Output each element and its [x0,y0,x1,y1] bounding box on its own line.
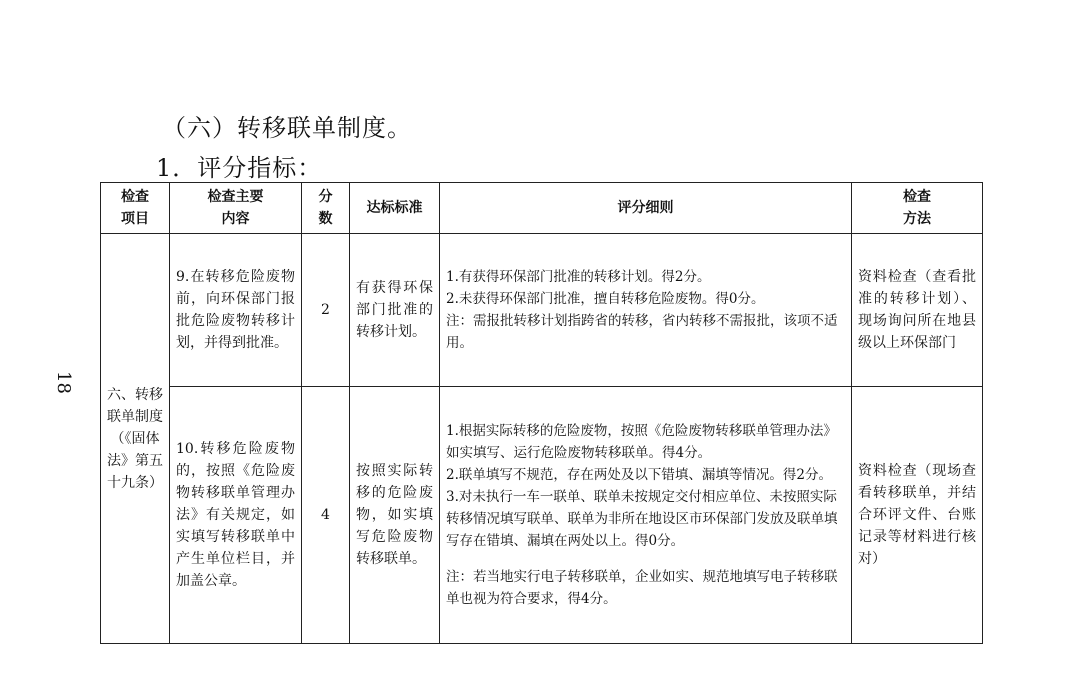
header-content: 检查主要 内容 [170,183,302,234]
rule-line: 3.对未执行一车一联单、联单未按规定交付相应单位、未按照实际转移情况填写联单、联单为非所在地设区市环保部门发放及联单填写存在错填、漏填在两处以上。得0分。 [446,489,838,549]
section-heading: （六）转移联单制度。 [162,114,412,142]
page-number: 18 [52,371,74,394]
rule-line: 1.根据实际转移的危险废物，按照《危险废物转移联单管理办法》如实填写、运行危险废物转移联单。得4分。 [446,423,837,461]
header-item: 检查 项目 [101,183,170,234]
rules-cell [440,234,852,387]
table-row [101,234,983,387]
standard-cell: 按照实际转移的危险废物，如实填写危险废物转移联单。 [350,387,440,644]
content-cell: 10.转移危险废物的，按照《危险废物转移联单管理办法》有关规定，如实填写转移联单中产生单位栏目，并加盖公章。 [170,387,302,644]
check-item-cell: 六、转移联单制度（《固体法》第五十九条） [101,234,170,644]
rules-cell [440,387,852,644]
header-standard: 达标标准 [350,183,440,234]
method-cell: 资料检查（现场查看转移联单，并结合环评文件、台账记录等材料进行核对） [852,387,983,644]
sub-heading: 1．评分指标： [156,154,323,182]
score-cell: 4 [302,387,350,644]
rule-line: 1.有获得环保部门批准的转移计划。得2分。 [446,269,711,285]
method-cell: 资料检查（查看批准的转移计划）、现场询问所在地县级以上环保部门 [852,234,983,387]
standard-cell: 有获得环保部门批准的转移计划。 [350,234,440,387]
header-method: 检查 方法 [852,183,983,234]
rule-line: 2.未获得环保部门批准，擅自转移危险废物。得0分。 [446,291,765,307]
rule-line: 2.联单填写不规范，存在两处及以下错填、漏填等情况。得2分。 [446,467,832,483]
rule-note: 注：需报批转移计划指跨省的转移，省内转移不需报批，该项不适用。 [446,313,838,351]
scoring-table [100,182,983,644]
header-score: 分 数 [302,183,350,234]
score-cell: 2 [302,234,350,387]
rule-note: 注：若当地实行电子转移联单，企业如实、规范地填写电子转移联单也视为符合要求，得4分。 [446,569,838,607]
content-cell: 9.在转移危险废物前，向环保部门报批危险废物转移计划，并得到批准。 [170,234,302,387]
header-rules: 评分细则 [440,183,852,234]
header-row [101,183,983,234]
table-row [101,387,983,644]
